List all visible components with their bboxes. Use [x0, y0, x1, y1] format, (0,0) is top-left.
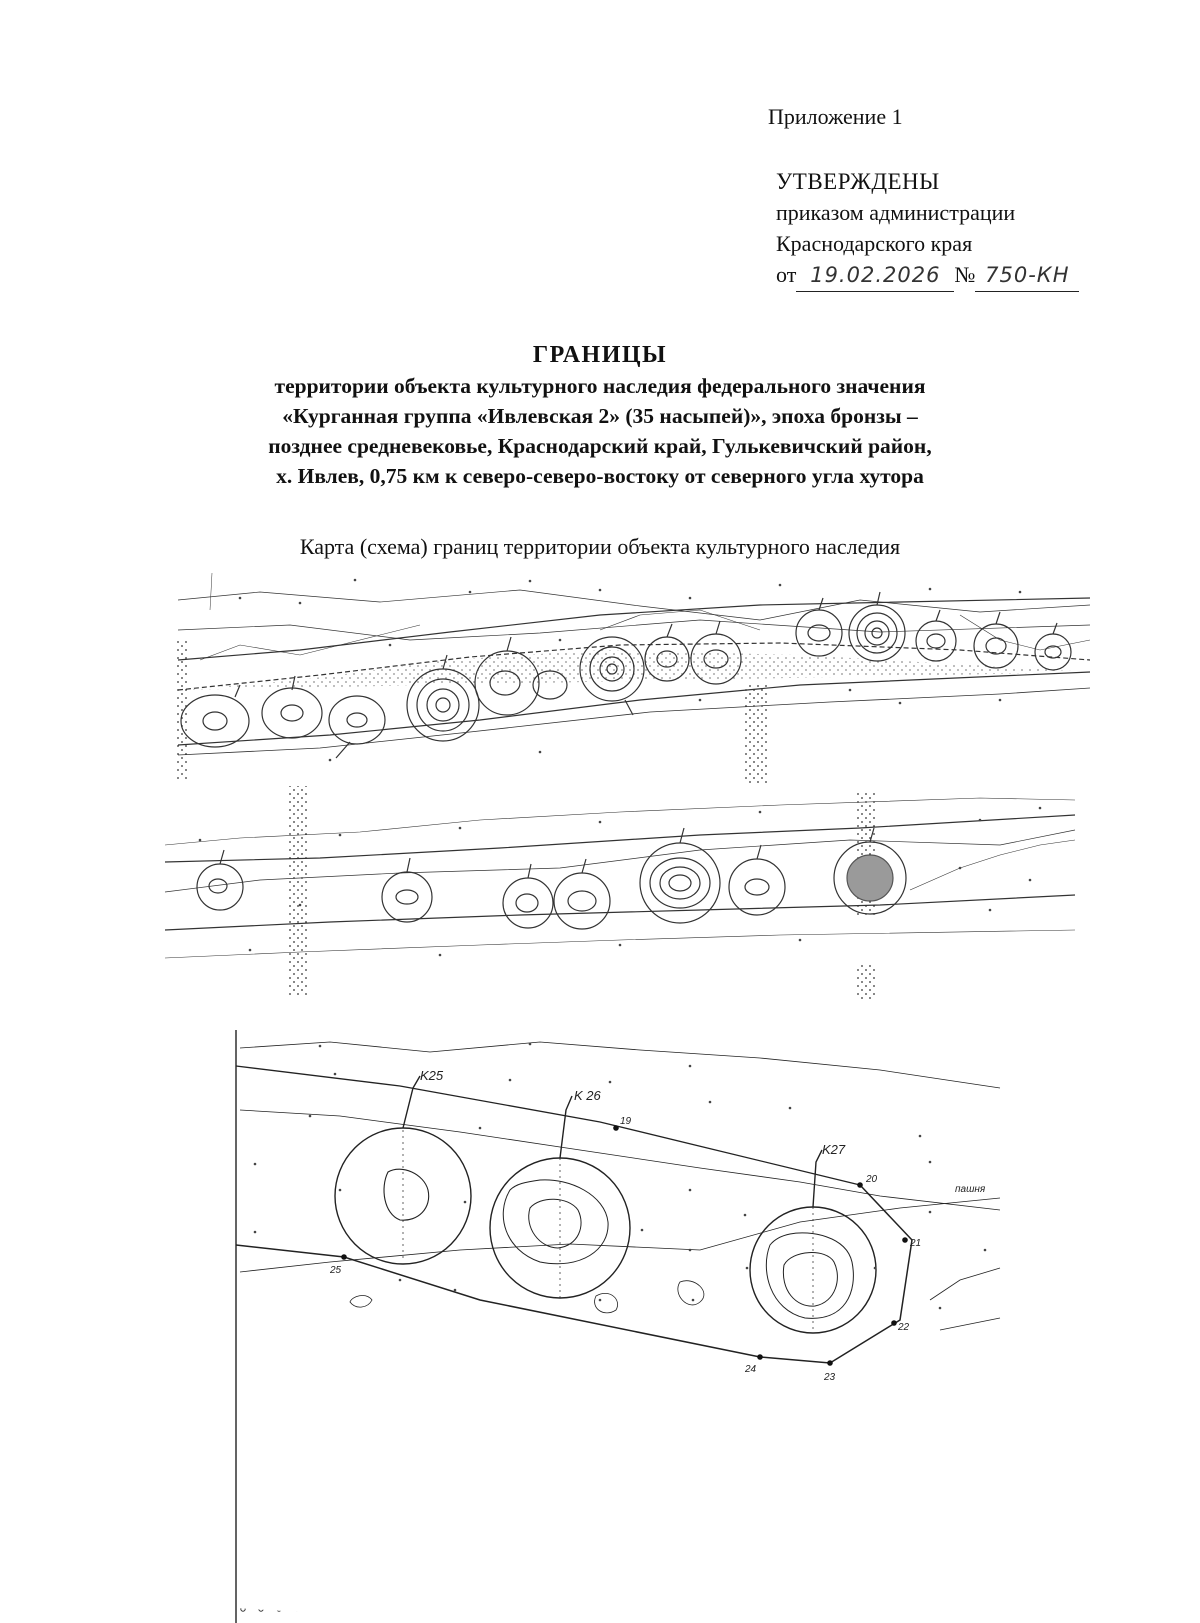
number-prefix: №: [954, 262, 976, 287]
map-panel-3: [236, 1030, 1000, 1623]
date-prefix: от: [776, 262, 797, 287]
title-line-2: «Курганная группа «Ивлевская 2» (35 насыпей)», эпоха бронзы –: [282, 404, 918, 428]
mound-label-k27: K27: [822, 1142, 846, 1157]
map-panel-2: [165, 786, 1075, 1000]
order-line-1: приказом администрации: [776, 200, 1016, 225]
map-annotation: пашня: [955, 1184, 986, 1195]
point-label-25: 25: [330, 1265, 342, 1276]
number-value: 750-КН: [985, 263, 1070, 287]
title-line-3: позднее средневековье, Краснодарский край, Гулькевичский район,: [268, 434, 932, 458]
mound-label-k26: K 26: [574, 1088, 601, 1103]
approved-heading: УТВЕРЖДЕНЫ: [776, 169, 940, 194]
point-label-19: 19: [620, 1116, 632, 1127]
date-value: 19.02.2026: [810, 263, 941, 287]
mound-label-k25: K25: [420, 1068, 444, 1083]
title-heading: ГРАНИЦЫ: [532, 342, 668, 368]
order-line-2: Краснодарского края: [776, 231, 973, 256]
point-label-21: 21: [910, 1238, 922, 1249]
map-panel-1: [176, 573, 1090, 783]
point-label-20: 20: [866, 1174, 878, 1185]
appendix-label: Приложение 1: [768, 104, 903, 129]
point-label-24: 24: [745, 1364, 757, 1375]
title-line-1: территории объекта культурного наследия федерального значения: [274, 374, 926, 398]
title-line-4: х. Ивлев, 0,75 км к северо-северо-востоку от северного угла хутора: [276, 464, 924, 488]
point-label-22: 22: [898, 1322, 910, 1333]
point-label-23: 23: [824, 1372, 836, 1383]
map-caption: Карта (схема) границ территории объекта культурного наследия: [299, 534, 901, 559]
